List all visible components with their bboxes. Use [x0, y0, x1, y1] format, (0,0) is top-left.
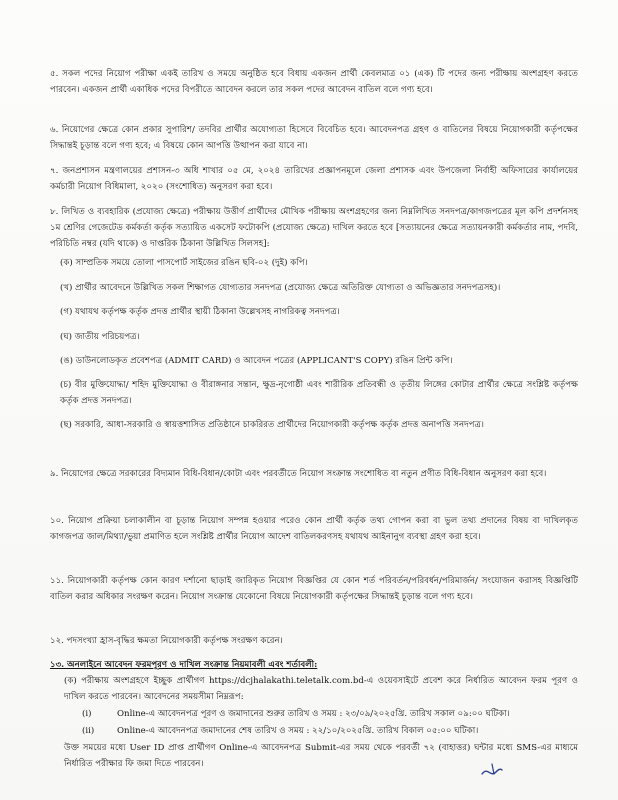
- clause-8-item-gha: (ঘ) জাতীয় পরিচয়পত্র।: [60, 332, 140, 342]
- clause-13-heading: ১৩. অনলাইনে আবেদন ফরমপূরণ ও দাখিল সংক্রান্ত নিয়মাবলী এবং শর্তাবলী:: [50, 660, 318, 670]
- clause-8: ৮. লিখিত ও ব্যবহারিক (প্রযোজ্য ক্ষেত্রে) পরীক্ষায় উত্তীর্ণ প্রার্থীদের মৌখিক পরীক্ষায় অংশগ্রহণের জন্য নিম্নলিখিত সনদপত্র/কাগজপত্রের মূল কপি প্রদর্শনসহ ১ম শ্রেণির গেজেটেড কর্মকর্তা কর্তৃক সত্যায়িত একসেট ফটোকপি (প্রযোজ্য ক্ষেত্রে) দাখিল করতে হবে [সত্যায়নের ক্ষেত্রে সত্যায়নকারী কর্মকর্তার নাম, পদবি, পরিচিতি নম্বর (যদি থাকে) ও দাপ্তরিক ঠিকানা উল্লিখিত সিলসহ]:: [50, 207, 578, 249]
- clause-11: ১১. নিয়োগকারী কর্তৃপক্ষ কোন কারণ দর্শানো ছাড়াই জারিকৃত নিয়োগ বিজ্ঞপ্তির যে কোন শর্ত পরিবর্তন/পরিবর্ধন/পরিমার্জন/ সংযোজন করাসহ বিজ্ঞপ্তিটি বাতিল করার অধিকার সংরক্ষণ করেন। নিয়োগ সংক্রান্ত যেকোনো বিষয়ে নিয়োগকারী কর্তৃপক্ষের সিদ্ধান্তই চূড়ান্ত বলে গণ্য হবে।: [50, 576, 578, 602]
- signature-mark: [478, 760, 508, 780]
- clause-13-ii-number: (ii): [82, 726, 95, 736]
- clause-9: ৯. নিয়োগের ক্ষেত্রে সরকারের বিদ্যমান বিধি-বিধান/কোটা এবং পরবর্তীতে নিয়োগ সংক্রান্ত সংশোধিত বা নতুন প্রণীত বিধি-বিধান অনুসরণ করা হবে।: [50, 469, 547, 479]
- clause-13-item-ka: (ক) পরীক্ষায় অংশগ্রহণে ইচ্ছুক প্রার্থীগণ https://dcjhalakathi.teletalk.com.bd-এ ওয়েবসাইটে প্রবেশ করে নির্ধারিত আবেদন ফরম পূরণ ও দাখিল করতে পারবেন। আবেদনের সময়সীমা নিম্নরূপ:: [64, 676, 578, 702]
- clause-8-item-kha: (খ) প্রার্থীর আবেদনে উল্লিখিত সকল শিক্ষাগত যোগ্যতার সনদপত্র (প্রযোজ্য ক্ষেত্রে অতিরিক্ত যোগ্যতা ও অভিজ্ঞতার সনদপত্রসহ)।: [60, 283, 501, 293]
- clause-12: ১২. পদসংখ্যা হ্রাস-বৃদ্ধির ক্ষমতা নিয়োগকারী কর্তৃপক্ষ সংরক্ষণ করেন।: [50, 636, 283, 646]
- clause-13-ii-text: Online-এ আবেদনপত্র জমাদানের শেষ তারিখ ও সময় : ২২/১০/২০২৫খ্রি. তারিখ বিকাল ০৫:০০ ঘটিকা।: [117, 726, 479, 736]
- clause-7: ৭. জনপ্রশাসন মন্ত্রণালয়ের প্রশাসন-৩ অধি শাখার ০৫ মে, ২০২৪ তারিখের প্রজ্ঞাপনমূলে জেলা প্রশাসক এবং উপজেলা নির্বাহী অফিসারের কার্যালয়ের কর্মচারী নিয়োগ বিধিমালা, ২০২০ (সংশোধিত) অনুসরণ করা হবে।: [50, 166, 578, 192]
- clause-10: ১০. নিয়োগ প্রক্রিয়া চলাকালীন বা চূড়ান্ত নিয়োগ সম্পন্ন হওয়ার পরেও কোন প্রার্থী কর্তৃক তথ্য গোপন করা বা ভুল তথ্য প্রদানের বিষয় বা দাখিলকৃত কাগজপত্র জাল/মিথ্যা/ভুয়া প্রমাণিত হলে সংশ্লিষ্ট প্রার্থীর নিয়োগ আদেশ বাতিলকরণসহ যথাযথ আইনানুগ ব্যবস্থা গ্রহণ করা হবে।: [50, 516, 578, 542]
- clause-13-i-text: Online-এ আবেদনপত্র পূরণ ও জমাদানের শুরুর তারিখ ও সময় : ২৩/০৯/২০২৫খ্রি. তারিখ সকাল ০৯:০০ ঘটিকা।: [117, 709, 510, 719]
- clause-8-item-chha: (ছ) সরকারি, আধা-সরকারি ও স্বায়ত্তশাসিত প্রতিষ্ঠানে চাকরিরত প্রার্থীদের নিয়োগকারী কর্তৃপক্ষ কর্তৃক প্রদত্ত অনাপত্তি সনদপত্র।: [60, 420, 484, 430]
- clause-8-item-cha: (চ) বীর মুক্তিযোদ্ধা/ শহিদ মুক্তিযোদ্ধা ও বীরাঙ্গনার সন্তান, ক্ষুদ্র-নৃগোষ্ঠী এবং শারীরিক প্রতিবন্ধী ও তৃতীয় লিঙ্গের কোটার প্রার্থীর ক্ষেত্রে সংশ্লিষ্ট কর্তৃপক্ষ কর্তৃক প্রদত্ত সনদপত্র।: [60, 380, 578, 406]
- clause-8-item-umo: (ঙ) ডাউনলোডকৃত প্রবেশপত্র (ADMIT CARD) ও আবেদন পত্রের (APPLICANT'S COPY) রঙিন প্রিন্ট কপি।: [60, 356, 453, 366]
- clause-13-i-number: (i): [82, 709, 92, 719]
- clause-8-item-ka: (ক) সাম্প্রতিক সময়ে তোলা পাসপোর্ট সাইজের রঙিন ছবি-০২ (দুই) কপি।: [60, 258, 308, 268]
- clause-13-tail: উক্ত সময়ের মধ্যে User ID প্রাপ্ত প্রার্থীগণ Online-এ আবেদনপত্র Submit-এর সময় থেকে পরবর্তী ৭২ (বাহাত্তর) ঘন্টার মধ্যে SMS-এর মাধ্যমে নির্ধারিত পরীক্ষার ফি জমা দিতে পারবেন।: [64, 743, 578, 769]
- clause-5: ৫. সকল পদের নিয়োগ পরীক্ষা একই তারিখ ও সময়ে অনুষ্ঠিত হবে বিধায় একজন প্রার্থী কেবলমাত্র ০১ (এক) টি পদের জন্য পরীক্ষায় অংশগ্রহণ করতে পারবেন। একজন প্রার্থী একাধিক পদের বিপরীতে আবেদন করলে তার সকল পদের আবেদন বাতিল বলে গণ্য হবে।: [50, 69, 578, 95]
- clause-8-item-ga: (গ) যথাযথ কর্তৃপক্ষ কর্তৃক প্রদত্ত প্রার্থীর স্থায়ী ঠিকানা উল্লেখসহ নাগরিকত্ব সনদপত্র।: [60, 307, 340, 317]
- clause-6: ৬. নিয়োগের ক্ষেত্রে কোন প্রকার সুপারিশ/ তদবির প্রার্থীর অযোগ্যতা হিসেবে বিবেচিত হবে। আবেদনপত্র গ্রহণ ও বাতিলের বিষয়ে নিয়োগকারী কর্তৃপক্ষের সিদ্ধান্তই চূড়ান্ত বলে গণ্য হবে; এ বিষয়ে কোন আপত্তি উত্থাপন করা যাবে না।: [50, 125, 578, 151]
